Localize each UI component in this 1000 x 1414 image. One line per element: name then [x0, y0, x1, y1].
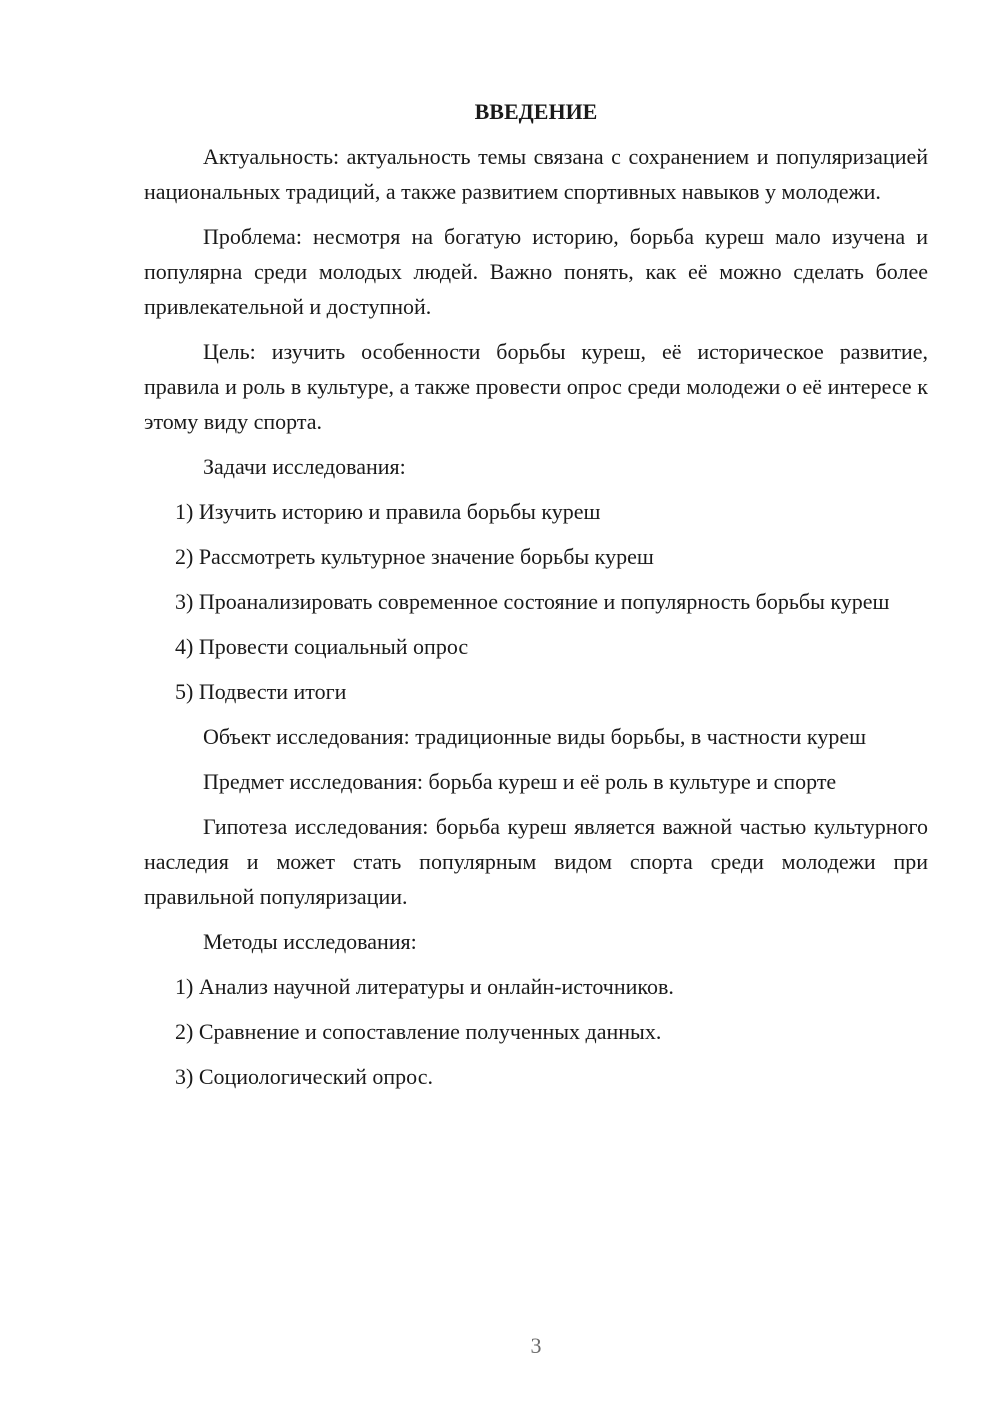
- hypothesis-paragraph: Гипотеза исследования: борьба куреш является важной частью культурного наследия и может стать популярным видом спорта среди молодежи при правильной популяризации.: [144, 814, 928, 909]
- methods-heading: Методы исследования:: [203, 929, 417, 954]
- method-item: 2) Сравнение и сопоставление полученных данных.: [175, 1019, 662, 1044]
- task-item: 4) Провести социальный опрос: [175, 634, 469, 659]
- method-item: 3) Социологический опрос.: [175, 1064, 433, 1089]
- task-item: 2) Рассмотреть культурное значение борьбы куреш: [175, 544, 654, 569]
- task-item: 5) Подвести итоги: [175, 679, 347, 704]
- tasks-heading: Задачи исследования:: [203, 454, 406, 479]
- document-page: [144, 94, 928, 1104]
- method-item: 1) Анализ научной литературы и онлайн-источников.: [175, 974, 674, 999]
- task-item: 3) Проанализировать современное состояние и популярность борьбы куреш: [175, 589, 890, 614]
- page-number: 3: [530, 1333, 542, 1358]
- section-title: ВВЕДЕНИЕ: [474, 99, 598, 124]
- task-item: 1) Изучить историю и правила борьбы куреш: [175, 499, 601, 524]
- subject-paragraph: Предмет исследования: борьба куреш и её роль в культуре и спорте: [203, 769, 837, 794]
- object-paragraph: Объект исследования: традиционные виды борьбы, в частности куреш: [203, 724, 867, 749]
- problem-paragraph: Проблема: несмотря на богатую историю, борьба куреш мало изучена и популярна среди молодых людей. Важно понять, как её можно сделать более привлекательной и доступной.: [144, 224, 928, 319]
- relevance-paragraph: Актуальность: актуальность темы связана с сохранением и популяризацией национальных традиций, а также развитием спортивных навыков у молодежи.: [144, 144, 928, 204]
- goal-paragraph: Цель: изучить особенности борьбы куреш, её историческое развитие, правила и роль в культуре, а также провести опрос среди молодежи о её интересе к этому виду спорта.: [144, 339, 928, 434]
